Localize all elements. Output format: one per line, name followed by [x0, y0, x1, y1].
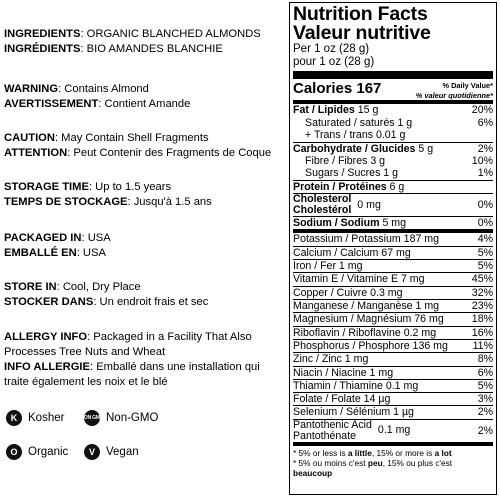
fibre-name: Fibre / Fibres 3 g — [305, 154, 386, 167]
mineral-name: Copper / Cuivre 0.3 mg — [293, 286, 403, 299]
footnote-en-text: * 5% or less is — [293, 447, 348, 458]
cholesterol-name — [293, 194, 351, 216]
store-text-fr: : Un endroit frais et sec — [93, 296, 209, 308]
footnote-fr-text: * 5% ou moins c'est — [293, 457, 368, 468]
vegan-icon: V — [84, 444, 100, 460]
carbohydrate-row — [293, 142, 493, 155]
storage-time-text-en: : Up to 1.5 years — [88, 181, 172, 193]
mineral-name: Iron / Fer 1 mg — [293, 260, 363, 273]
fat-row — [293, 104, 493, 117]
mineral-dv: 4% — [477, 233, 493, 246]
calories-value: Calories 167 — [293, 80, 382, 97]
pantothenic-name — [293, 420, 372, 442]
caution-text-fr: : Peut Contenir des Fragments de Coque — [67, 147, 272, 159]
nutrition-title-fr: Valeur nutritive — [293, 22, 431, 44]
mineral-dv: 5% — [477, 379, 493, 392]
caution-block — [4, 131, 286, 161]
non-gmo-label: Non-GMO — [106, 411, 159, 424]
footnote — [293, 442, 493, 478]
packaged-label-fr: EMBALLÉ EN — [4, 247, 77, 259]
saturated-row — [293, 117, 493, 130]
footnote-en — [293, 448, 493, 458]
mineral-row — [293, 379, 493, 392]
mineral-dv: 6% — [477, 366, 493, 379]
packaged-label-en: PACKAGED IN — [4, 232, 82, 244]
mineral-name: Potassium / Potassium 187 mg — [293, 233, 440, 246]
serving-size-en: Per 1 oz (28 g) — [293, 43, 370, 55]
mineral-name: Manganese / Manganèse 1 mg — [293, 300, 440, 313]
trans-row — [293, 129, 493, 142]
footnote-fr-text-2: , 15% ou plus c'est — [382, 457, 453, 468]
mineral-dv: 11% — [472, 339, 493, 352]
mineral-row — [293, 326, 493, 339]
cholesterol-amount: 0 mg — [357, 198, 381, 211]
packaged-text-en: : USA — [81, 232, 111, 244]
mineral-dv: 16% — [471, 326, 493, 339]
mineral-dv: 18% — [471, 313, 493, 326]
mineral-row — [293, 299, 493, 312]
mineral-name: Niacin / Niacine 1 mg — [293, 366, 394, 379]
kosher-badge — [6, 410, 64, 426]
allergy-label-en: ALLERGY INFO — [4, 331, 88, 343]
footnote-fr — [293, 458, 493, 478]
caution-label-en: CAUTION — [4, 132, 55, 144]
warning-text-fr: : Contient Amande — [98, 98, 191, 110]
mineral-row — [293, 233, 493, 246]
pantothenic-dv: 2% — [477, 424, 493, 437]
kosher-label: Kosher — [28, 411, 65, 424]
nutrition-title-en: Nutrition Facts — [293, 3, 428, 25]
pantothenic-name-fr: Pantothénate — [293, 429, 357, 442]
sugars-dv: 1% — [477, 167, 493, 180]
mineral-name: Phosphorus / Phosphore 136 mg — [293, 339, 448, 352]
protein-name: Protein / Protéines — [293, 180, 387, 193]
vegan-label: Vegan — [106, 445, 139, 458]
allergy-text-en: : Packaged in a Facility That Also Processes Tree Nuts and Wheat — [4, 331, 252, 358]
calories-row — [293, 79, 493, 100]
footnote-fr-peu: peu — [367, 457, 383, 468]
store-block — [4, 280, 286, 310]
footnote-en-little: a little — [347, 447, 372, 458]
mineral-dv: 8% — [477, 353, 493, 366]
mineral-name: Magnesium / Magnésium 76 mg — [293, 313, 444, 326]
mineral-dv: 5% — [477, 246, 493, 259]
mineral-dv: 3% — [477, 393, 493, 406]
sodium-row — [293, 216, 493, 229]
sugars-name: Sugars / Sucres 1 g — [305, 167, 399, 180]
store-text-en: : Cool, Dry Place — [56, 281, 141, 293]
non-gmo-badge — [80, 410, 159, 426]
mineral-name: Selenium / Sélénium 1 µg — [293, 406, 414, 419]
mineral-row — [293, 352, 493, 365]
allergy-text-fr: : Emballé dans une installation qui traite également les noix et le blé — [4, 361, 260, 388]
ingredients-label-en: INGREDIENTS — [4, 28, 81, 40]
mineral-name: Zinc / Zinc 1 mg — [293, 353, 369, 366]
cholesterol-row — [293, 193, 493, 216]
saturated-name: Saturated / saturés 1 g — [305, 116, 413, 129]
warning-block — [4, 82, 286, 112]
mineral-name: Calcium / Calcium 67 mg — [293, 246, 411, 259]
sodium-amount: 5 mg — [379, 217, 407, 230]
mineral-dv: 5% — [477, 260, 493, 273]
mineral-row — [293, 392, 493, 405]
mineral-dv: 2% — [477, 406, 493, 419]
mineral-row — [293, 405, 493, 418]
mineral-dv: 45% — [471, 273, 493, 286]
ingredients-block — [4, 27, 286, 57]
pantothenic-name-en: Pantothenic Acid — [293, 418, 372, 431]
mineral-row — [293, 312, 493, 325]
mineral-row — [293, 286, 493, 299]
warning-label-en: WARNING — [4, 83, 59, 95]
pantothenic-amount: 0.1 mg — [377, 424, 411, 437]
storage-time-text-fr: : Jusqu'à 1.5 ans — [127, 196, 212, 208]
mineral-row — [293, 246, 493, 259]
fat-name: Fat / Lipides — [293, 104, 355, 117]
vegan-badge — [84, 444, 139, 460]
fat-dv: 20% — [471, 104, 493, 117]
organic-icon: O — [6, 444, 22, 460]
mineral-name: Thiamin / Thiamine 0.1 mg — [293, 379, 419, 392]
mineral-row — [293, 259, 493, 272]
carbohydrate-dv: 2% — [477, 142, 493, 155]
cholesterol-dv: 0% — [477, 198, 493, 211]
store-label-fr: STOCKER DANS — [4, 296, 94, 308]
carbohydrate-name: Carbohydrate / Glucides — [293, 142, 416, 155]
cholesterol-name-en: Cholesterol — [293, 193, 352, 206]
organic-label: Organic — [28, 445, 69, 458]
packaged-block — [4, 231, 286, 261]
mineral-row — [293, 272, 493, 285]
daily-value-header — [416, 80, 493, 100]
packaged-text-fr: : USA — [76, 247, 106, 259]
carbohydrate-amount: 5 g — [415, 142, 434, 155]
footnote-en-text-2: , 15% or more is — [371, 447, 435, 458]
sugars-row — [293, 167, 493, 180]
non-gmo-icon: NON GMO — [84, 410, 100, 426]
mineral-name: Riboflavin / Riboflavine 0.2 mg — [293, 326, 437, 339]
daily-value-en: % Daily Value* — [442, 81, 493, 90]
mineral-name: Vitamin E / Vitamine E 7 mg — [293, 273, 425, 286]
pantothenic-row — [293, 419, 493, 442]
fat-amount: 15 g — [354, 104, 379, 117]
mineral-dv: 23% — [471, 300, 493, 313]
trans-name: + Trans / trans 0.01 g — [305, 129, 406, 142]
allergy-label-fr: INFO ALLERGIE — [4, 361, 90, 373]
nutrition-facts-panel — [289, 2, 497, 495]
caution-label-fr: ATTENTION — [4, 147, 68, 159]
footnote-en-lot: a lot — [434, 447, 452, 458]
warning-label-fr: AVERTISSEMENT — [4, 98, 99, 110]
protein-amount: 6 g — [386, 180, 405, 193]
sodium-name: Sodium / Sodium — [293, 217, 380, 230]
daily-value-fr: % valeur quotidienne* — [415, 90, 493, 100]
storage-time-label-en: STORAGE TIME — [4, 181, 89, 193]
storage-time-block — [4, 180, 286, 210]
mineral-row — [293, 339, 493, 352]
storage-time-label-fr: TEMPS DE STOCKAGE — [4, 196, 128, 208]
protein-row — [293, 180, 493, 193]
allergy-block — [4, 330, 286, 390]
fibre-dv: 10% — [471, 154, 493, 167]
footnote-fr-beaucoup: beaucoup — [293, 467, 333, 478]
sodium-dv: 0% — [477, 217, 493, 230]
mineral-name: Folate / Folate 14 µg — [293, 393, 391, 406]
saturated-dv: 6% — [477, 116, 493, 129]
serving-size-fr: pour 1 oz (28 g) — [293, 56, 375, 68]
caution-text-en: : May Contain Shell Fragments — [54, 132, 209, 144]
ingredients-text-fr: : BIO AMANDES BLANCHIE — [80, 43, 223, 55]
organic-badge — [6, 444, 68, 460]
store-label-en: STORE IN — [4, 281, 57, 293]
mineral-dv: 32% — [471, 286, 493, 299]
kosher-icon: K — [6, 410, 22, 426]
thick-divider — [293, 71, 493, 79]
warning-text-en: : Contains Almond — [58, 83, 149, 95]
mineral-row — [293, 366, 493, 379]
ingredients-text-en: : ORGANIC BLANCHED ALMONDS — [80, 28, 261, 40]
ingredients-label-fr: INGRÉDIENTS — [4, 43, 81, 55]
fibre-row — [293, 155, 493, 168]
cholesterol-name-fr: Cholestérol — [293, 204, 352, 217]
